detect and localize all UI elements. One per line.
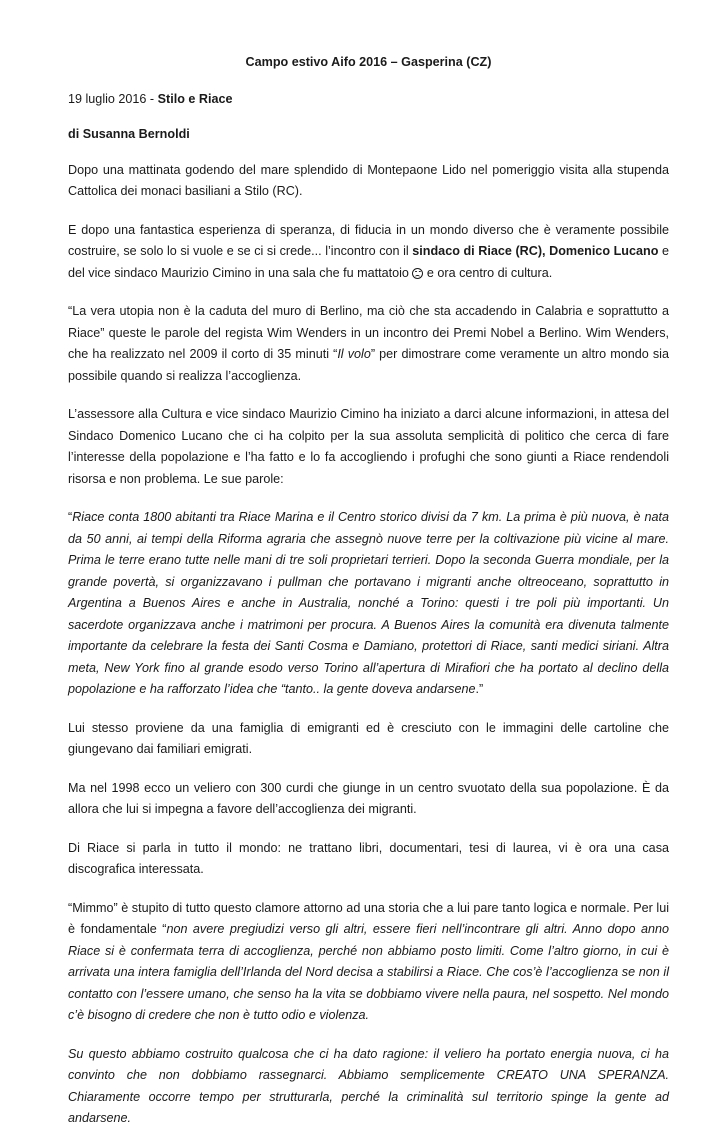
date-line [68,89,669,111]
paragraph-2-text-a: E dopo una fantastica esperienza di speranza, di fiducia in un mondo diverso che è veramente possibile costruire, se solo lo si vuole e se ci si crede... l’incontro con il [68,222,669,258]
paragraph-7: Ma nel 1998 ecco un veliero con 300 curdi che giunge in un centro svuotato della sua popolazione. È da allora che lui si impegna a favore dell’accoglienza dei migranti. [68,780,669,816]
quote-close: .” [475,682,484,696]
paragraph-8: Di Riace si parla in tutto il mondo: ne trattano libri, documentari, tesi di laurea, vi è ora una casa discografica interessata. [68,840,669,876]
film-title: Il volo [337,347,371,361]
paragraph-9-text-a: “Mimmo” è stupito di tutto questo clamore attorno ad una storia che a lui pare tanto logica e normale. Per lui è fondamentale “ [68,900,669,936]
author-line: di Susanna Bernoldi [68,127,190,141]
paragraph-10: Su questo abbiamo costruito qualcosa che ci ha dato ragione: il veliero ha portato energia nuova, ci ha convinto che non dobbiamo rassegnarci. Abbiamo semplicemente CREATO UNA SPERANZA. Chiaramente occorre tempo per strutturarla, perché la criminalità sul territorio spinge la gente ad andarsene. [68,1046,669,1125]
paragraph-3 [68,301,669,387]
paragraph-4: L’assessore alla Cultura e vice sindaco Maurizio Cimino ha iniziato a darci alcune informazioni, in attesa del Sindaco Domenico Lucano che ci ha colpito per la sua assoluta semplicità di politico che cerca di fare l’interesse della popolazione e l’ha fatto e lo fa accogliendo i profughi che sono giunti a Riace rendendoli risorsa e non problema. Le sue parole: [68,407,669,486]
paragraph-3-text-c: ” per dimostrare come veramente un altro mondo sia possibile quando si realizza l’accoglienza. [68,347,669,383]
paragraph-2-text-c: e del vice sindaco Maurizio Cimino in una sala che fu mattatoio [68,244,669,280]
sad-face-icon [412,268,423,279]
date-text: 19 luglio 2016 - [68,91,158,106]
paragraph-9 [68,898,669,1027]
quote-body: Riace conta 1800 abitanti tra Riace Marina e il Centro storico divisi da 7 km. La prima è più nuova, è nata da 50 anni, ai tempi della Riforma agraria che assegnò nuove terre per la coltivazione più vicine al mare. Prima le terre erano tutte nelle mani di tre soli proprietari terrieri. Dopo la seconda Guerra mondiale, per la grande povertà, si organizzavano i pullman che portavano i migranti anche oltreoceano, soprattutto in Argentina a Buenos Aires e anche in Australia, nonché a Torino: questi i tre poli più importanti. Un sacerdote organizzava anche i matrimoni per procura. A Buenos Aires la comunità era divenuta talmente importante da celebrare la festa dei Santi Cosma e Damiano, protettori di Riace, santi medici siriani. Altra meta, New York fino al grande esodo verso Torino all’apertura di Mirafiori che ha portato al declino della popolazione e ha rafforzato l’idea che “tanto.. la gente doveva andarsene [68,510,669,696]
paragraph-2 [68,220,669,285]
paragraph-6: Lui stesso proviene da una famiglia di emigranti ed è cresciuto con le immagini delle cartoline che giungevano dai familiari emigrati. [68,720,669,756]
location-text: Stilo e Riace [157,91,233,106]
paragraph-1: Dopo una mattinata godendo del mare splendido di Montepaone Lido nel pomeriggio visita alla stupenda Cattolica dei monaci basiliani a Stilo (RC). [68,162,669,198]
paragraph-9-quote: non avere pregiudizi verso gli altri, essere fieri nell’incontrare gli altri. Anno dopo anno Riace si è confermata terra di accoglienza, perché non abbiamo posto limiti. Come l’altro giorno, in cui è arrivata una intera famiglia dell’Irlanda del Nord decisa a stabilirsi a Riace. Che cos’è l’accoglienza se non il contatto con l’essere umano, che senso ha la vita se dobbiamo vivere nella paura, nel sospetto. Nel mondo c’è bisogno di credere che non è tutto odio e violenza. [68,922,669,1022]
quote-open: “ [68,510,73,524]
paragraph-2-text-d: e ora centro di cultura. [423,265,553,280]
paragraph-5-quote [68,507,669,701]
paragraph-3-text-a: “La vera utopia non è la caduta del muro di Berlino, ma ciò che sta accadendo in Calabria e soprattutto a Riace” queste le parole del regista Wim Wenders in un incontro dei Premi Nobel a Berlino. Wim Wenders, che ha realizzato nel 2009 il corto di 35 minuti “ [68,304,669,361]
document-title: Campo estivo Aifo 2016 – Gasperina (CZ) [245,55,492,69]
mayor-name: sindaco di Riace (RC), Domenico Lucano [412,244,659,258]
